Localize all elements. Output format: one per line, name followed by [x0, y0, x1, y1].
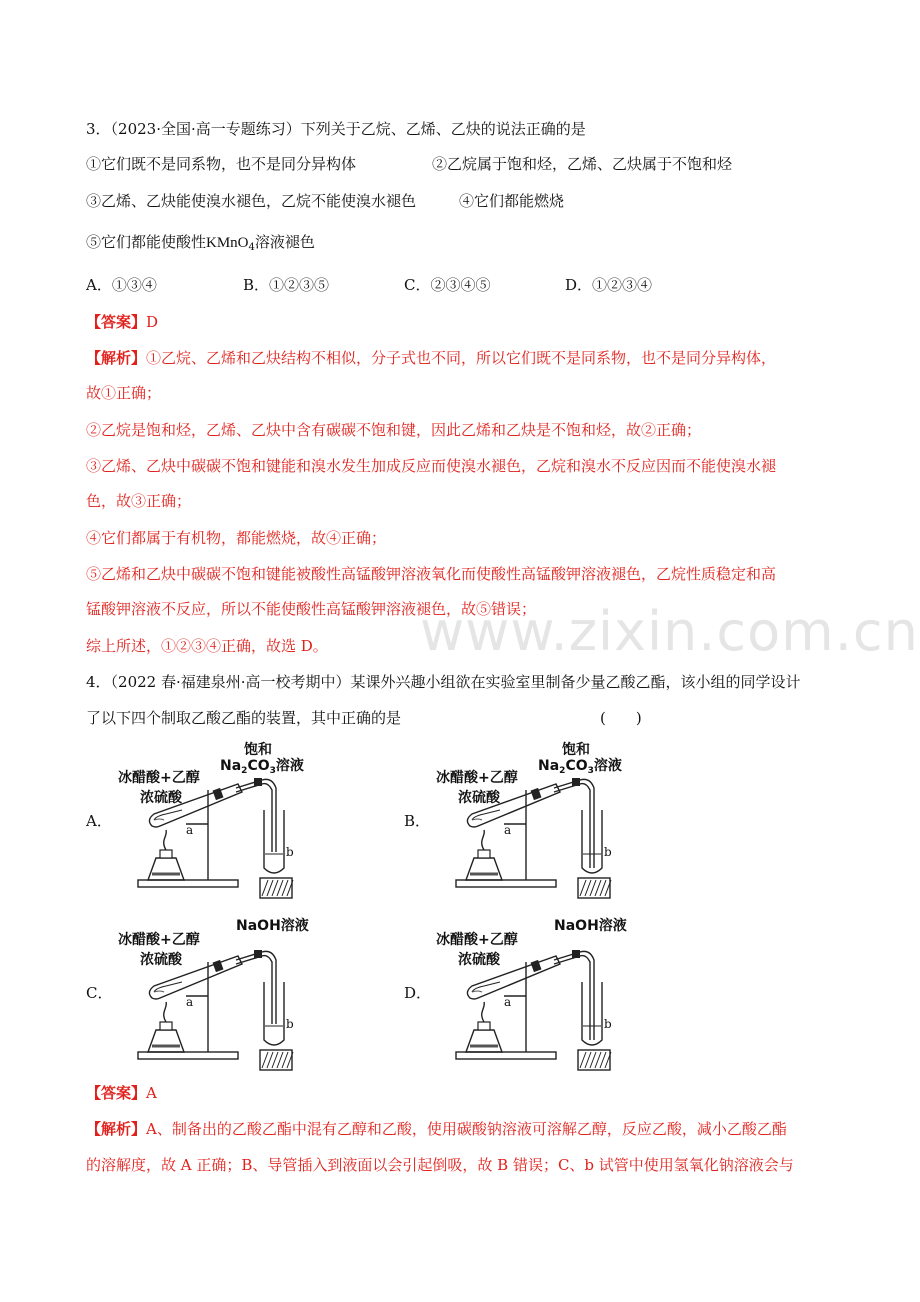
q3-statement-5 — [86, 232, 315, 258]
saturated-label: 饱和 — [244, 742, 272, 758]
analysis-text: ①乙烷、乙烯和乙炔结构不相似，分子式也不同，所以它们既不是同系物，也不是同分异构体， — [146, 349, 777, 367]
stand-base — [138, 1052, 238, 1059]
formula-text: 溶液 — [275, 758, 304, 774]
reagent-label-2: 浓硫酸 — [140, 952, 182, 968]
formula-subscript: 2 — [241, 766, 248, 776]
q3-option-a: A．①③④ — [86, 276, 157, 294]
flame — [482, 830, 485, 850]
receiver-tube — [264, 982, 284, 1045]
q3-analysis-4: ④它们都属于有机物，都能燃烧，故④正确； — [86, 529, 387, 547]
q3-answer — [86, 312, 158, 332]
stand-base — [138, 880, 238, 887]
q3-s5-text-b: 溶液褪色 — [254, 233, 315, 251]
q3-s5-text-a: ⑤它们都能使酸性 — [86, 233, 207, 251]
q3-option-b: B．①②③⑤ — [243, 276, 330, 294]
label-b: b — [604, 845, 612, 859]
delivery-tube-inner — [236, 956, 272, 1024]
alcohol-lamp — [466, 1030, 502, 1052]
apparatus-b — [404, 740, 704, 900]
option-letter: D． — [404, 984, 432, 1002]
q4-blank: ( ) — [600, 709, 642, 727]
apparatus-svg — [404, 912, 704, 1072]
label-a: a — [504, 995, 512, 1009]
flame — [164, 830, 167, 850]
q4-answer — [86, 1083, 157, 1103]
q3-analysis-5: ⑤乙烯和乙炔中碳碳不饱和键能被酸性高锰酸钾溶液氧化而使酸性高锰酸钾溶液褪色，乙烷性质稳定和高 — [86, 565, 777, 583]
label-b: b — [286, 1017, 294, 1031]
q3-analysis-3b: 色，故③正确； — [86, 492, 192, 510]
apparatus-c — [86, 912, 386, 1072]
q4-stem-2: 了以下四个制取乙酸乙酯的装置，其中正确的是 — [86, 709, 402, 727]
answer-value: A — [146, 1084, 157, 1102]
tube-joint — [254, 950, 262, 958]
reagent-label-2: 浓硫酸 — [458, 952, 500, 968]
q4-analysis-1 — [86, 1119, 787, 1139]
naoh-label: NaOH溶液 — [554, 918, 627, 934]
analysis-text: A、制备出的乙酸乙酯中混有乙醇和乙酸，使用碳酸钠溶液可溶解乙醇，反应乙酸，减小乙酸乙酯 — [146, 1120, 787, 1138]
lamp-wick-holder — [160, 1022, 172, 1030]
tube-joint — [572, 950, 580, 958]
formula-subscript: 3 — [587, 766, 594, 776]
boiling-chips — [472, 819, 482, 820]
apparatus-d — [404, 912, 704, 1072]
reagent-label-1: 冰醋酸+乙醇 — [436, 770, 518, 786]
formula-subscript: 2 — [559, 766, 566, 776]
alcohol-lamp — [466, 858, 502, 880]
boiling-chips — [472, 991, 482, 992]
analysis-tag: 【解析】 — [86, 349, 147, 367]
reaction-tube — [149, 956, 242, 999]
option-letter: A． — [86, 812, 112, 830]
formula-text: 溶液 — [593, 758, 622, 774]
q3-statement-3: ③乙烯、乙炔能使溴水褪色，乙烷不能使溴水褪色 — [86, 192, 417, 210]
flame — [164, 1002, 167, 1022]
apparatus-svg — [86, 912, 386, 1072]
label-a: a — [504, 823, 512, 837]
tube-joint — [572, 778, 580, 786]
stand-base — [456, 880, 556, 887]
q3-analysis-2: ②乙烷是饱和烃，乙烯、乙炔中含有碳碳不饱和键，因此乙烯和乙炔是不饱和烃，故②正确； — [86, 421, 702, 439]
answer-tag: 【答案】 — [86, 313, 147, 331]
reaction-tube — [149, 784, 242, 827]
flame — [482, 1002, 485, 1022]
q3-s5-formula: KMnO — [206, 235, 249, 251]
q3-option-c: C．②③④⑤ — [404, 276, 491, 294]
answer-value: D — [146, 313, 159, 331]
formula-text: CO — [565, 758, 588, 774]
q3-stem: 3．（2023·全国·高一专题练习）下列关于乙烷、乙烯、乙炔的说法正确的是 — [86, 120, 586, 138]
reaction-tube — [467, 784, 560, 827]
q3-option-d: D．①②③④ — [565, 276, 653, 294]
label-a: a — [186, 995, 194, 1009]
label-a: a — [186, 823, 194, 837]
option-letter: B． — [404, 812, 431, 830]
alcohol-lamp — [148, 1030, 184, 1052]
formula-text: Na — [220, 758, 242, 774]
reaction-tube — [467, 956, 560, 999]
formula-text: Na — [538, 758, 560, 774]
boiling-chips — [154, 991, 164, 992]
q4-stem-1: 4．（2022 春·福建泉州·高一校考期中）某课外兴趣小组欲在实验室里制备少量乙酸乙酯，该小组的同学设计 — [86, 673, 801, 691]
reagent-label-2: 浓硫酸 — [458, 790, 500, 806]
analysis-tag: 【解析】 — [86, 1120, 147, 1138]
stand-base — [456, 1052, 556, 1059]
q3-analysis-3: ③乙烯、乙炔中碳碳不饱和键能和溴水发生加成反应而使溴水褪色，乙烷和溴水不反应因而不能使溴水褪 — [86, 457, 777, 475]
option-letter: C． — [86, 984, 113, 1002]
formula-subscript: 3 — [269, 766, 276, 776]
q3-statement-1: ①它们既不是同系物，也不是同分异构体 — [86, 155, 357, 173]
boiling-chips — [154, 819, 164, 820]
receiver-tube — [582, 982, 602, 1045]
reagent-label-1: 冰醋酸+乙醇 — [436, 932, 518, 948]
delivery-tube-inner — [554, 956, 590, 1040]
reagent-label-2: 浓硫酸 — [140, 790, 182, 806]
q4-analysis-2: 的溶解度，故 A 正确；B、导管插入到液面以会引起倒吸，故 B 错误；C、b 试管中使用氢氧化钠溶液会与 — [86, 1156, 794, 1174]
q3-analysis-5b: 锰酸钾溶液不反应，所以不能使酸性高锰酸钾溶液褪色，故⑤错误； — [86, 600, 537, 618]
apparatus-svg — [86, 740, 386, 900]
label-b: b — [604, 1017, 612, 1031]
q3-analysis-1 — [86, 348, 776, 368]
answer-tag: 【答案】 — [86, 1084, 147, 1102]
apparatus-svg — [404, 740, 704, 900]
formula-text: CO — [247, 758, 270, 774]
q3-s5-subscript: 4 — [248, 242, 255, 253]
q3-statement-2: ②乙烷属于饱和烃，乙烯、乙炔属于不饱和烃 — [432, 155, 733, 173]
q3-analysis-6: 综上所述，①②③④正确，故选 D。 — [86, 637, 328, 655]
reagent-label-1: 冰醋酸+乙醇 — [118, 770, 200, 786]
reagent-label-1: 冰醋酸+乙醇 — [118, 932, 200, 948]
delivery-tube-inner — [236, 784, 272, 852]
delivery-tube-inner — [554, 784, 590, 868]
tube-joint — [254, 778, 262, 786]
receiver-tube — [582, 810, 602, 873]
watermark: www.zixin.com.cn — [420, 600, 919, 663]
saturated-label: 饱和 — [562, 742, 590, 758]
label-b: b — [286, 845, 294, 859]
lamp-wick-holder — [478, 850, 490, 858]
q3-analysis-1b: 故①正确； — [86, 384, 162, 402]
alcohol-lamp — [148, 858, 184, 880]
receiver-tube — [264, 810, 284, 873]
q3-statement-4: ④它们都能燃烧 — [459, 192, 565, 210]
lamp-wick-holder — [478, 1022, 490, 1030]
apparatus-a — [86, 740, 386, 900]
lamp-wick-holder — [160, 850, 172, 858]
naoh-label: NaOH溶液 — [236, 918, 309, 934]
